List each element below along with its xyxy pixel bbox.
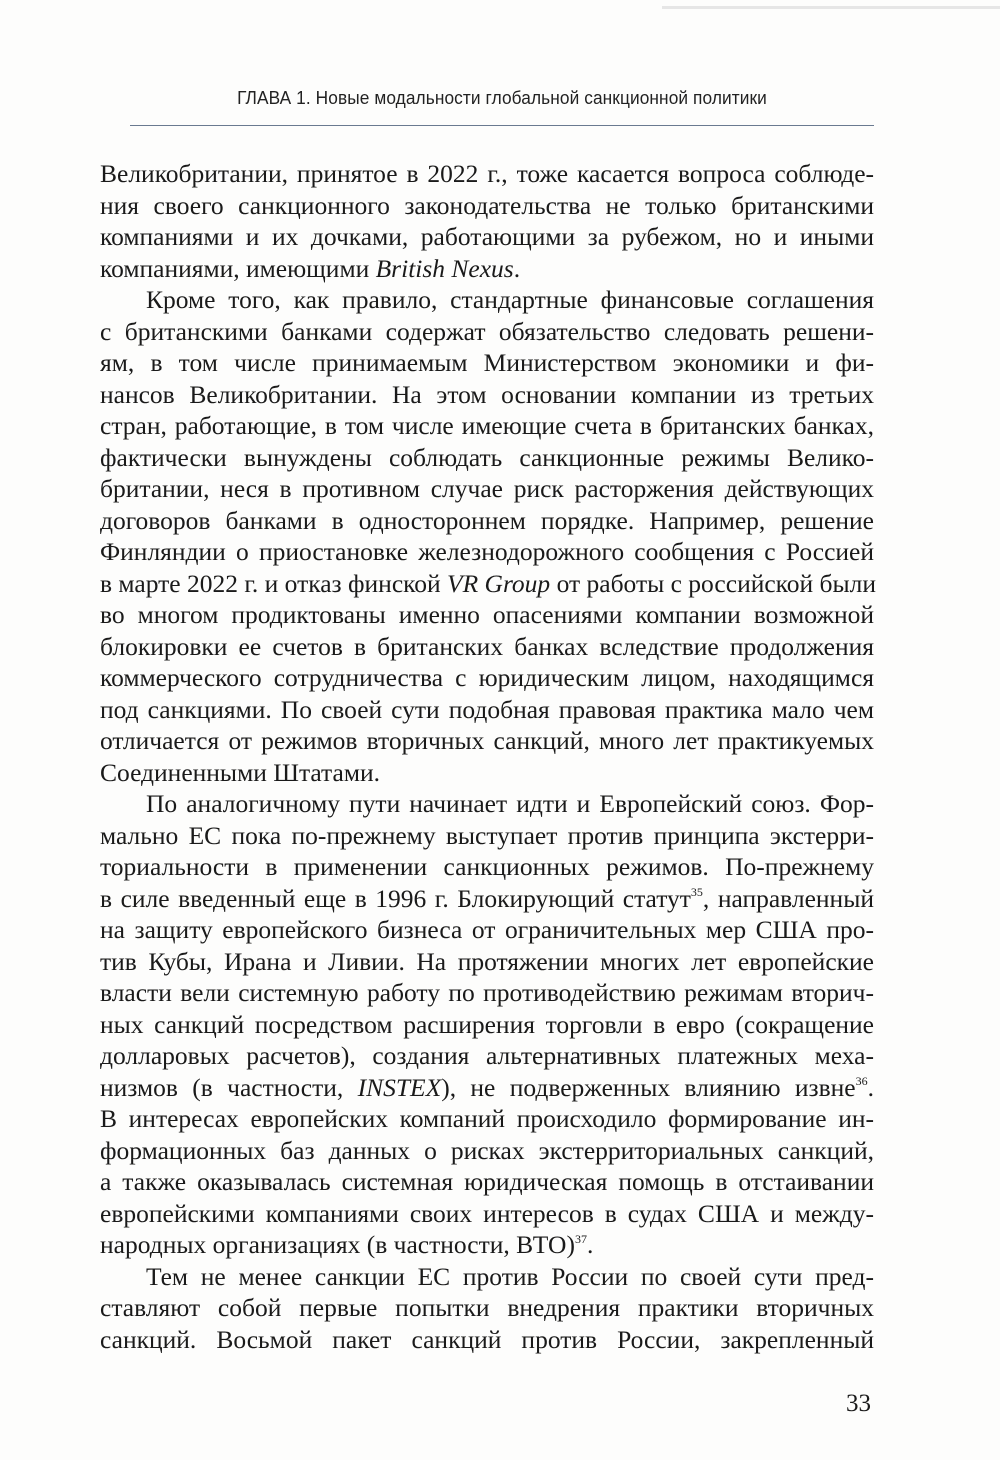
- text-line: ям, в том числе принимаемым Министерством экономики и фи-: [100, 348, 874, 377]
- paragraph-1: [100, 158, 874, 284]
- text-line: ных санкций посредством расширения торговли в евро (сокращение: [100, 1009, 874, 1039]
- italic-term: VR Group: [447, 568, 551, 598]
- paragraph-3: [100, 788, 874, 1261]
- text-line: санкций. Восьмой пакет санкций против России, закрепленный: [100, 1324, 874, 1354]
- text-line: стран, работающие, в том числе имеющие счета в британских банках,: [100, 411, 874, 440]
- text-line: ториальности в применении санкционных режимов. По-прежнему: [100, 852, 874, 881]
- text-segment: .: [867, 1072, 875, 1102]
- text-line: ставляют собой первые попытки внедрения практики вторичных: [100, 1293, 874, 1322]
- text-line: британии, неся в противном случае риск расторжения действующих: [100, 474, 874, 503]
- text-line: Тем не менее санкции ЕС против России по своей сути пред-: [146, 1261, 874, 1291]
- header-divider: [130, 125, 874, 126]
- text-line: Великобритании, принятое в 2022 г., тоже касается вопроса соблюде-: [100, 159, 874, 188]
- footnote-ref-37: 37: [574, 1231, 587, 1246]
- text-line: отличается от режимов вторичных санкций, много лет практикуемых: [100, 726, 874, 755]
- running-header: ГЛАВА 1. Новые модальности глобальной санкционной политики: [237, 88, 767, 108]
- text-line: [100, 1072, 874, 1104]
- page-number: 33: [846, 1390, 871, 1417]
- text-segment: ), не подверженных влиянию извне: [441, 1072, 856, 1102]
- text-segment: , направленный: [702, 883, 874, 913]
- text-line: формационных баз данных о рисках экстерриториальных санкций,: [100, 1135, 874, 1165]
- text-line: договоров банками в одностороннем порядке. Например, решение: [100, 505, 874, 535]
- body-text: [100, 158, 877, 1355]
- text-line: [100, 883, 874, 915]
- text-segment: .: [513, 253, 521, 283]
- text-line: европейскими компаниями своих интересов в судах США и между-: [100, 1198, 874, 1228]
- text-segment: низмов (в частности,: [100, 1072, 344, 1102]
- text-line: В интересах европейских компаний происходило формирование ин-: [100, 1104, 874, 1133]
- paragraph-2: [100, 284, 877, 788]
- text-segment: в марте 2022 г. и отказ финской: [100, 568, 441, 598]
- paragraph-4: [100, 1261, 874, 1356]
- text-segment: от работы с российской были: [556, 568, 877, 598]
- text-line: мально ЕС пока по-прежнему выступает против принципа экстерри-: [100, 820, 874, 850]
- text-segment: в силе введенный еще в 1996 г. Блокирующий статут: [100, 883, 691, 913]
- text-segment: народных организациях (в частности, ВТО): [100, 1230, 575, 1259]
- text-line: на защиту европейского бизнеса от ограничительных мер США про-: [100, 915, 874, 944]
- text-line: Финляндии о приостановке железнодорожного сообщения с Россией: [100, 537, 874, 566]
- text-line: Кроме того, как правило, стандартные финансовые соглашения: [146, 285, 874, 314]
- text-line: ния своего санкционного законодательства не только британскими: [100, 190, 874, 220]
- text-line: фактически вынуждены соблюдать санкционные режимы Велико-: [100, 442, 874, 472]
- text-segment: компаниями, имеющими: [100, 253, 370, 283]
- text-line: под санкциями. По своей сути подобная правовая практика мало чем: [100, 694, 874, 724]
- italic-term: INSTEX: [357, 1072, 442, 1102]
- text-line: Соединенными Штатами.: [100, 757, 380, 787]
- text-line: блокировки ее счетов в британских банках вследствие продолжения: [100, 631, 874, 661]
- footnote-ref-36: 36: [855, 1074, 868, 1088]
- text-line: коммерческого сотрудничества с юридическим лицом, находящимся: [100, 663, 874, 692]
- text-line: компаниями и их дочками, работающими за рубежом, но и иными: [100, 222, 874, 251]
- italic-term: British Nexus: [375, 253, 514, 283]
- text-line: [100, 253, 874, 285]
- text-line: [100, 568, 877, 600]
- text-line: [100, 1229, 874, 1261]
- text-line: во многом продиктованы именно опасениями компании возможной: [100, 600, 874, 629]
- text-line: По аналогичному пути начинает идти и Европейский союз. Фор-: [146, 789, 874, 818]
- scan-edge-rule: [662, 6, 1000, 9]
- text-line: нансов Великобритании. На этом основании компании из третьих: [100, 379, 874, 409]
- text-line: тив Кубы, Ирана и Ливии. На протяжении многих лет европейские: [100, 946, 874, 976]
- text-line: а также оказывалась системная юридическая помощь в отстаивании: [100, 1167, 874, 1196]
- text-line: с британскими банками содержат обязательство следовать решени-: [100, 316, 874, 346]
- text-line: долларовых расчетов), создания альтернативных платежных меха-: [100, 1041, 874, 1070]
- text-line: власти вели системную работу по противодействию режимам вторич-: [100, 978, 874, 1007]
- text-segment: .: [586, 1230, 594, 1259]
- footnote-ref-35: 35: [690, 885, 703, 899]
